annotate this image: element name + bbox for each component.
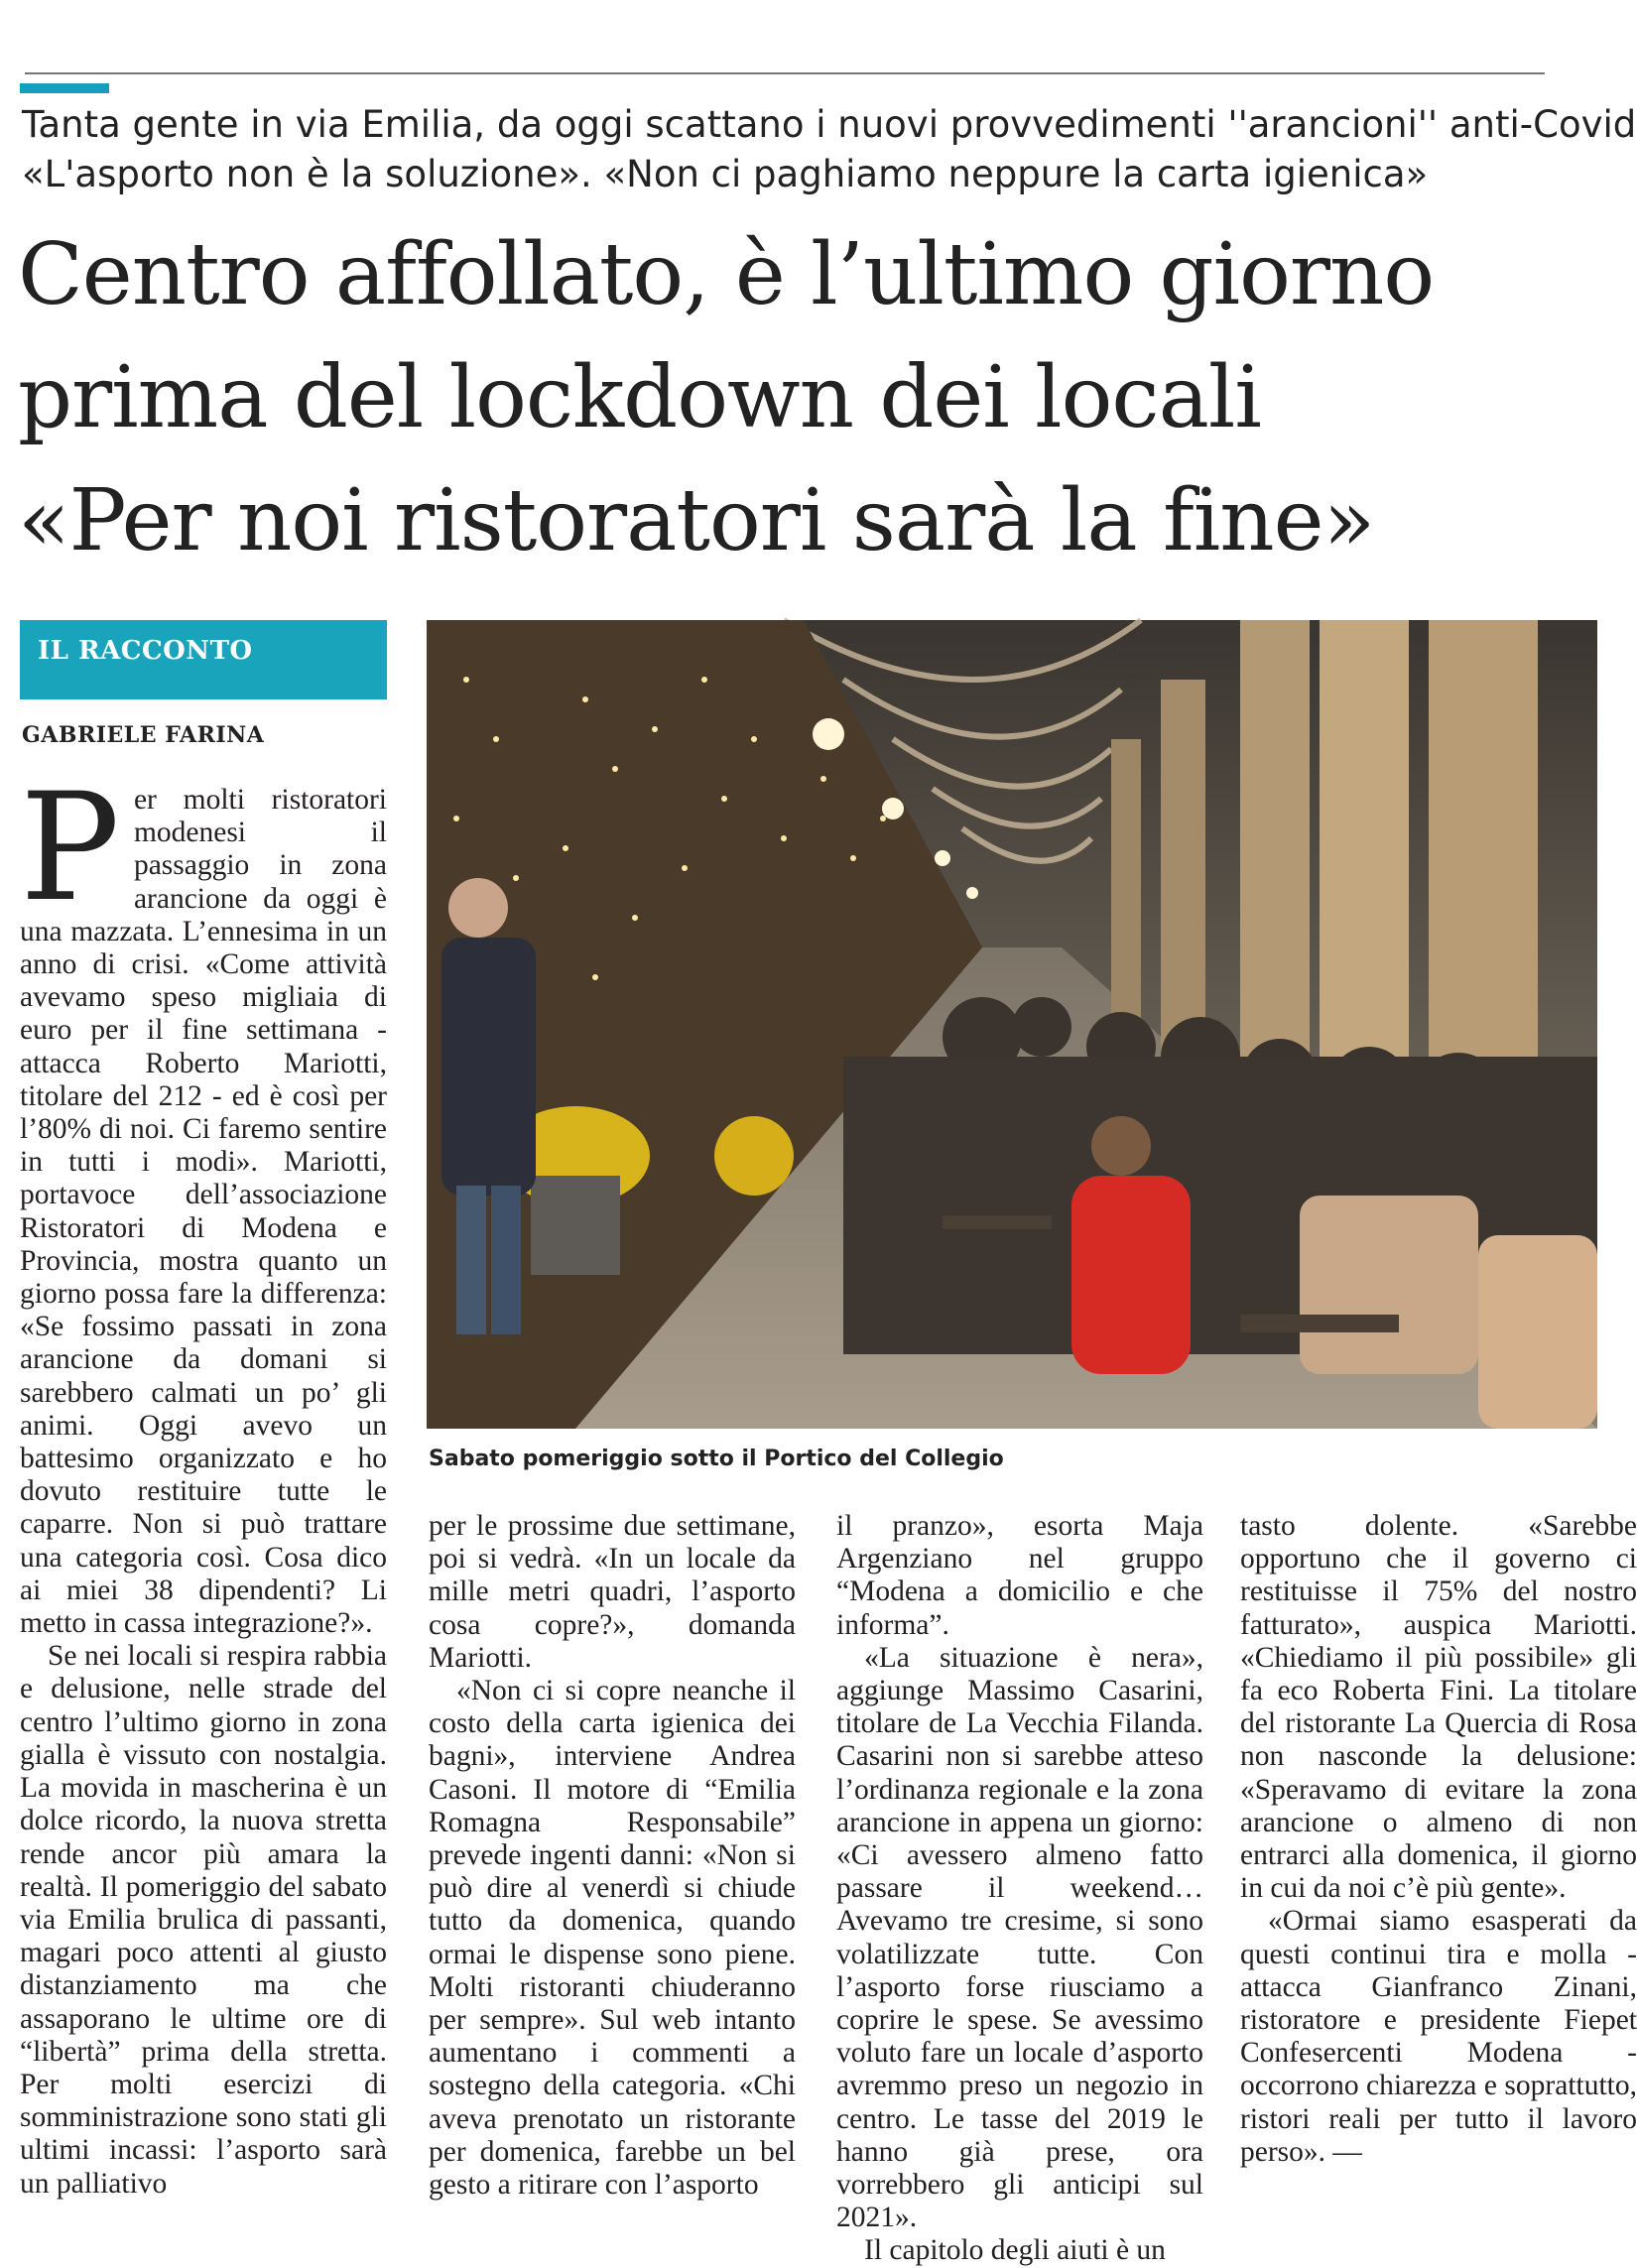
section-rubric bbox=[20, 620, 387, 699]
paragraph: Il capitolo degli aiuti è un bbox=[864, 2234, 1166, 2267]
drop-cap: P bbox=[20, 762, 120, 935]
rubric-label: IL RACCONTO bbox=[38, 636, 253, 666]
section-accent-bar bbox=[20, 83, 109, 93]
headline-line-1: Centro affollato, è l’ultimo giorno bbox=[18, 225, 1435, 324]
kicker-line-1: Tanta gente in via Emilia, da oggi scattano i nuovi provvedimenti ''arancioni'' anti-Covid bbox=[22, 103, 1637, 146]
article-photo bbox=[427, 620, 1597, 1429]
paragraph: «Ormai siamo esasperati da questi continui tira e molla - attacca Gianfranco Zinani, ristoratore e presidente Fiepet Confesercenti Modena - occorrono chiarezza e soprattutto, ristori reali per tutto il lavoro perso». — bbox=[1240, 1905, 1637, 2168]
paragraph bbox=[20, 762, 387, 1640]
paragraph: tasto dolente. «Sarebbe opportuno che il governo ci restituisse il 75% del nostro fatturato», auspica Mariotti. «Chiediamo il più possibile» gli fa eco Roberta Fini. La titolare del ristorante La Quercia di Rosa non nasconde la delusione: «Speravamo di evitare la zona arancione o almeno di non entrarci alla domenica, il giorno in cui da noi c’è più gente». bbox=[1240, 1510, 1637, 1905]
paragraph: «La situazione è nera», aggiunge Massimo Casarini, titolare de La Vecchia Filanda. Casarini non si sarebbe atteso l’ordinanza regionale e la zona arancione in appena un giorno: «Ci avessero almeno fatto passare il weekend… Avevamo tre cresime, si sono volatilizzate tutte. Con l’asporto forse riusciamo a coprire le spese. Se avessimo voluto fare un locale d’asporto avremmo preso un negozio in centro. Le tasse del 2019 le hanno già prese, ora vorrebbero gli anticipi sul 2021». bbox=[836, 1641, 1203, 2234]
paragraph: il pranzo», esorta Maja Argenziano nel gruppo “Modena a domicilio e che informa”. bbox=[836, 1510, 1203, 1641]
kicker-line-2: «L'asporto non è la soluzione». «Non ci paghiamo neppure la carta igienica» bbox=[22, 153, 1429, 195]
byline: GABRIELE FARINA bbox=[22, 722, 265, 748]
article-column-3 bbox=[836, 1510, 1203, 2268]
top-rule bbox=[25, 72, 1545, 74]
headline bbox=[18, 213, 1585, 582]
paragraph: Se nei locali si respira rabbia e delusione, nelle strade del centro l’ultimo giorno in zona gialla è vissuto con nostalgia. La movida in mascherina è un dolce ricordo, la nuova stretta rende ancor più amara la realtà. Il pomeriggio del sabato via Emilia brulica di passanti, magari poco attenti al giusto distanziamento ma che assaporano le ultime ore di “libertà” prima della stretta. Per molti esercizi di somministrazione sono stati gli ultimi incassi: l’asporto sarà un palliativo bbox=[20, 1640, 387, 2200]
article-column-1 bbox=[20, 762, 387, 2201]
headline-line-3: «Per noi ristoratori sarà la fine» bbox=[18, 471, 1375, 570]
paragraph-text: er molti ristoratori modenesi il passaggio in zona arancione da oggi è una mazzata. L’ennesima in un anno di crisi. «Come attività avevamo speso migliaia di euro per il fine settimana - attacca Roberto Mariotti, titolare del 212 - ed è così per l’80% di noi. Ci faremo sentire in tutti i modi». Mariotti, portavoce dell’associazione Ristoratori di Modena e Provincia, mostra quanto un giorno possa fare la differenza: «Se fossimo passati in zona arancione da domani si sarebbero calmati un po’ gli animi. Oggi avevo un battesimo organizzato e ho dovuto restituire tutte le caparre. Non si può trattare una categoria così. Cosa dico ai miei 38 dipendenti? Li metto in cassa integrazione?». bbox=[20, 784, 387, 1640]
article-column-4 bbox=[1240, 1510, 1637, 2169]
headline-line-2: prima del lockdown dei locali bbox=[18, 348, 1261, 447]
article-column-2 bbox=[429, 1510, 796, 2202]
paragraph: per le prossime due settimane, poi si vedrà. «In un locale da mille metri quadri, l’asporto cosa copre?», domanda Mariotti. bbox=[429, 1510, 796, 1674]
photo-caption: Sabato pomeriggio sotto il Portico del Collegio bbox=[429, 1447, 1004, 1471]
paragraph: «Non ci si copre neanche il costo della carta igienica dei bagni», interviene Andrea Casoni. Il motore di “Emilia Romagna Responsabile” prevede ingenti danni: «Non si può dire al venerdì si chiude tutto da domenica, quando ormai le dispense sono piene. Molti ristoranti chiuderanno per sempre». Sul web intanto aumentano i commenti a sostegno della categoria. «Chi aveva prenotato un ristorante per domenica, farebbe un bel gesto a ritirare con l’asporto bbox=[429, 1675, 796, 2202]
